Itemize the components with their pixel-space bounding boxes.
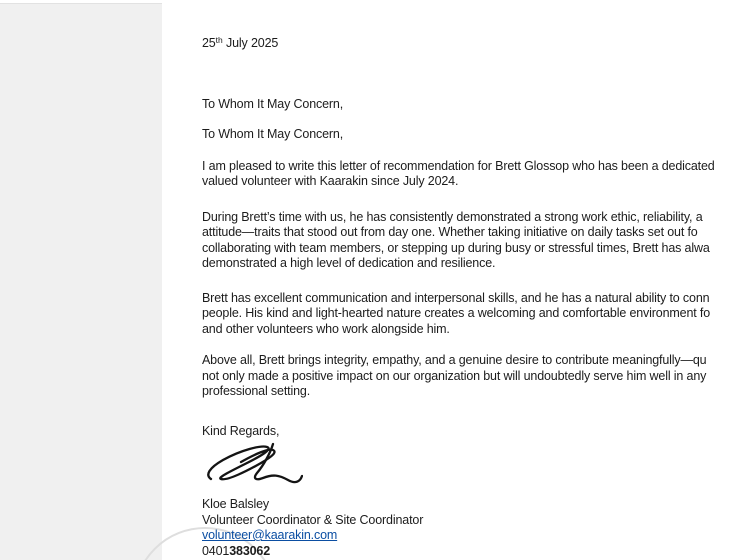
closing-salutation: Kind Regards, xyxy=(202,423,280,438)
signature-scribble-icon xyxy=(203,442,303,490)
letter-line: Brett has excellent communication and interpersonal skills, and he has a natural ability to conn xyxy=(202,290,710,305)
letter-line: people. His kind and light-hearted nature creates a welcoming and comfortable environment fo xyxy=(202,306,711,320)
salutation-first: To Whom It May Concern, xyxy=(202,96,344,111)
signature-block xyxy=(202,497,730,559)
letter-line: collaborating with team members, or stepping up during busy or stressful times, Brett has alwa xyxy=(202,240,710,255)
date-day: 25 xyxy=(202,36,216,50)
letter-body xyxy=(162,0,730,559)
date-rest: July 2025 xyxy=(222,36,279,50)
letter-line: attitude—traits that stood out from day one. Whether taking initiative on daily tasks set out fo xyxy=(202,225,698,239)
handwritten-signature-image xyxy=(202,442,730,490)
salutation-second: To Whom It May Concern, xyxy=(202,127,344,141)
letter-line: not only made a positive impact on our organization but will undoubtedly serve him well in any xyxy=(202,368,707,383)
email-link[interactable]: volunteer@kaarakin.com xyxy=(202,528,338,542)
letter-line: valued volunteer with Kaarakin since July 2024. xyxy=(202,174,459,188)
letter-line: I am pleased to write this letter of recommendation for Brett Glossop who has been a dedicated xyxy=(202,158,715,173)
letter-page xyxy=(162,0,730,560)
letter-paragraph xyxy=(202,353,730,400)
letter-line: During Brett’s time with us, he has consistently demonstrated a strong work ethic, reliability, a xyxy=(202,209,703,224)
signer-email-line xyxy=(202,528,730,544)
signer-name: Kloe Balsley xyxy=(202,497,269,511)
phone-prefix: 0401 xyxy=(202,543,230,558)
letter-paragraph xyxy=(202,210,730,272)
letter-line: professional setting. xyxy=(202,384,311,398)
date-ordinal-suffix: th xyxy=(215,34,223,45)
canvas-gray-strip xyxy=(0,4,162,560)
letter-paragraph xyxy=(202,291,730,338)
letter-date xyxy=(202,36,730,53)
phone-rest: 383062 xyxy=(229,543,271,558)
letter-paragraph xyxy=(202,159,730,190)
letter-line: demonstrated a high level of dedication and resilience. xyxy=(202,256,496,270)
letter-line: Above all, Brett brings integrity, empathy, and a genuine desire to contribute meaningfully—qu xyxy=(202,353,707,367)
letter-line: and other volunteers who work alongside him. xyxy=(202,321,450,336)
signer-phone xyxy=(202,544,730,560)
signer-title: Volunteer Coordinator & Site Coordinator xyxy=(202,512,424,527)
